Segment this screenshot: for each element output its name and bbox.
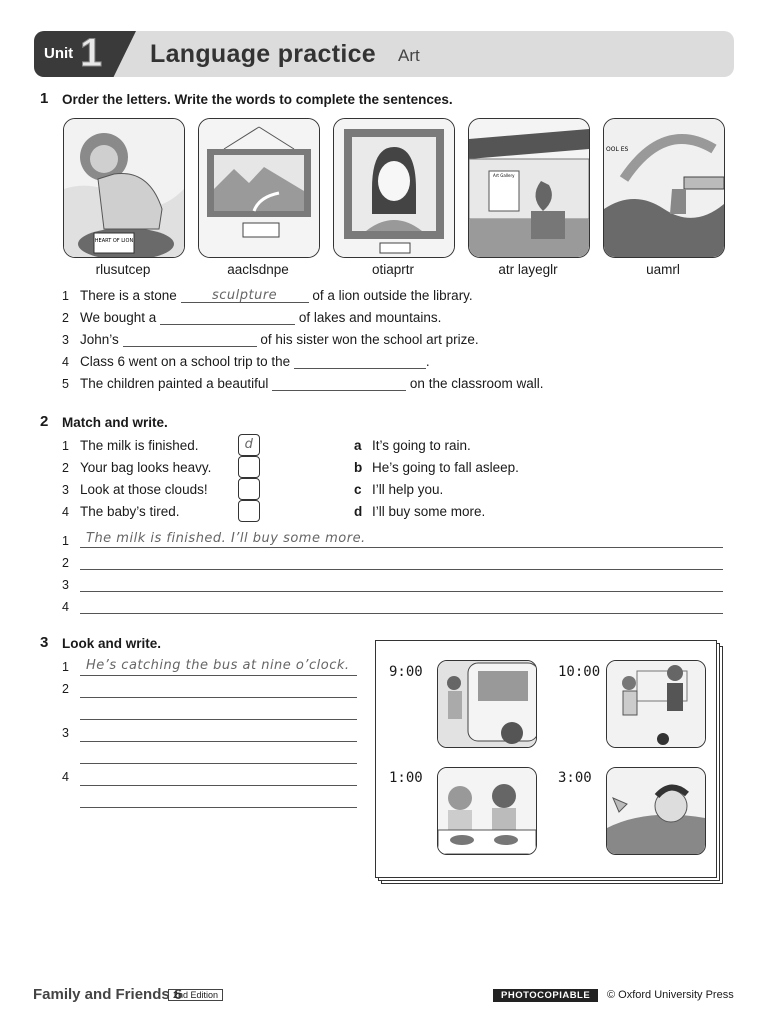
landscape-picture bbox=[198, 118, 320, 258]
ex1-sentence: 4 Class 6 went on a school trip to the . bbox=[62, 354, 430, 369]
time-label: 3:00 bbox=[558, 770, 592, 786]
answer-line[interactable] bbox=[80, 719, 357, 720]
answer-line[interactable] bbox=[80, 591, 723, 592]
scrambled-word-1: rlusutcep bbox=[95, 262, 151, 277]
ex1-sentence: 3 John’s of his sister won the school art prize. bbox=[62, 332, 479, 347]
scrambled-word-4: atr layeglr bbox=[498, 262, 558, 277]
lion-sculpture-picture bbox=[63, 118, 185, 258]
answer-blank[interactable]: sculpture bbox=[181, 288, 309, 303]
answer-blank[interactable] bbox=[160, 310, 295, 325]
page-title: Language practice bbox=[150, 40, 376, 68]
answer-line[interactable] bbox=[80, 675, 357, 676]
match-right-item: b He’s going to fall asleep. bbox=[354, 460, 519, 475]
ex2-instruction: Match and write. bbox=[62, 415, 168, 430]
ex3-number: 3 bbox=[40, 634, 49, 651]
book-brand: Family and Friends 6 bbox=[33, 986, 183, 1003]
answer-line[interactable] bbox=[80, 569, 723, 570]
match-right-item: c I’ll help you. bbox=[354, 482, 444, 497]
answer-line-text: The milk is finished. I’ll buy some more. bbox=[86, 531, 366, 546]
scrambled-word-2: aaclsdnpe bbox=[227, 262, 289, 277]
answer-line[interactable] bbox=[80, 613, 723, 614]
time-label: 9:00 bbox=[389, 664, 423, 680]
time-label: 1:00 bbox=[389, 770, 423, 786]
gallery-sign: Art Gallery bbox=[493, 173, 515, 178]
line-number: 2 bbox=[62, 682, 69, 696]
line-number: 3 bbox=[62, 578, 69, 592]
art-gallery-picture bbox=[468, 118, 590, 258]
answer-box[interactable]: d bbox=[238, 434, 260, 456]
match-left-item: 1 The milk is finished. bbox=[62, 438, 199, 453]
lunch-picture bbox=[437, 767, 537, 855]
match-right-item: a It’s going to rain. bbox=[354, 438, 471, 453]
answer-line[interactable] bbox=[80, 697, 357, 698]
unit-label: Unit bbox=[44, 45, 74, 62]
answer-line[interactable] bbox=[80, 741, 357, 742]
ex1-sentence: 2 We bought a of lakes and mountains. bbox=[62, 310, 442, 325]
line-number: 1 bbox=[62, 660, 69, 674]
portrait-picture bbox=[333, 118, 455, 258]
ex1-sentence: 1 There is a stone sculpture of a lion outside the library. bbox=[62, 288, 473, 303]
match-left-item: 2 Your bag looks heavy. bbox=[62, 460, 212, 475]
ex3-instruction: Look and write. bbox=[62, 636, 162, 651]
line-number: 3 bbox=[62, 726, 69, 740]
answer-line[interactable] bbox=[80, 763, 357, 764]
heart-lion-sign: HEART OF LION bbox=[94, 238, 134, 244]
unit-number: 1 bbox=[80, 31, 103, 75]
answer-blank[interactable] bbox=[294, 354, 426, 369]
match-left-item: 3 Look at those clouds! bbox=[62, 482, 208, 497]
scrambled-word-5: uamrl bbox=[646, 262, 680, 277]
answer-box[interactable] bbox=[238, 478, 260, 500]
scrambled-word-3: otiaprtr bbox=[371, 262, 415, 277]
ex1-instruction: Order the letters. Write the words to complete the sentences. bbox=[62, 92, 453, 107]
football-picture bbox=[606, 660, 706, 748]
line-number: 4 bbox=[62, 770, 69, 784]
ex2-number: 2 bbox=[40, 413, 49, 430]
answer-blank[interactable] bbox=[123, 332, 257, 347]
answer-line[interactable] bbox=[80, 547, 723, 548]
school-sign: OOL ES bbox=[606, 146, 629, 153]
answer-box[interactable] bbox=[238, 500, 260, 522]
page-subtitle: Art bbox=[398, 46, 420, 65]
ex1-sentence: 5 The children painted a beautiful on the classroom wall. bbox=[62, 376, 544, 391]
photocopiable-badge: PHOTOCOPIABLE bbox=[493, 989, 598, 1002]
match-right-item: d I’ll buy some more. bbox=[354, 504, 486, 519]
answer-line[interactable] bbox=[80, 807, 357, 808]
ex1-number: 1 bbox=[40, 90, 49, 107]
line-number: 4 bbox=[62, 600, 69, 614]
match-left-item: 4 The baby’s tired. bbox=[62, 504, 180, 519]
answer-line[interactable] bbox=[80, 785, 357, 786]
publisher-credit: © Oxford University Press bbox=[607, 989, 734, 1001]
sleeping-picture bbox=[606, 767, 706, 855]
answer-blank[interactable] bbox=[272, 376, 406, 391]
line-number: 1 bbox=[62, 534, 69, 548]
bus-picture bbox=[437, 660, 537, 748]
answer-line-text: He’s catching the bus at nine o’clock. bbox=[86, 658, 350, 673]
answer-box[interactable] bbox=[238, 456, 260, 478]
mural-picture bbox=[603, 118, 725, 258]
header-bar bbox=[34, 31, 734, 77]
edition-label: 2nd Edition bbox=[168, 989, 223, 1001]
time-label: 10:00 bbox=[558, 664, 601, 680]
line-number: 2 bbox=[62, 556, 69, 570]
